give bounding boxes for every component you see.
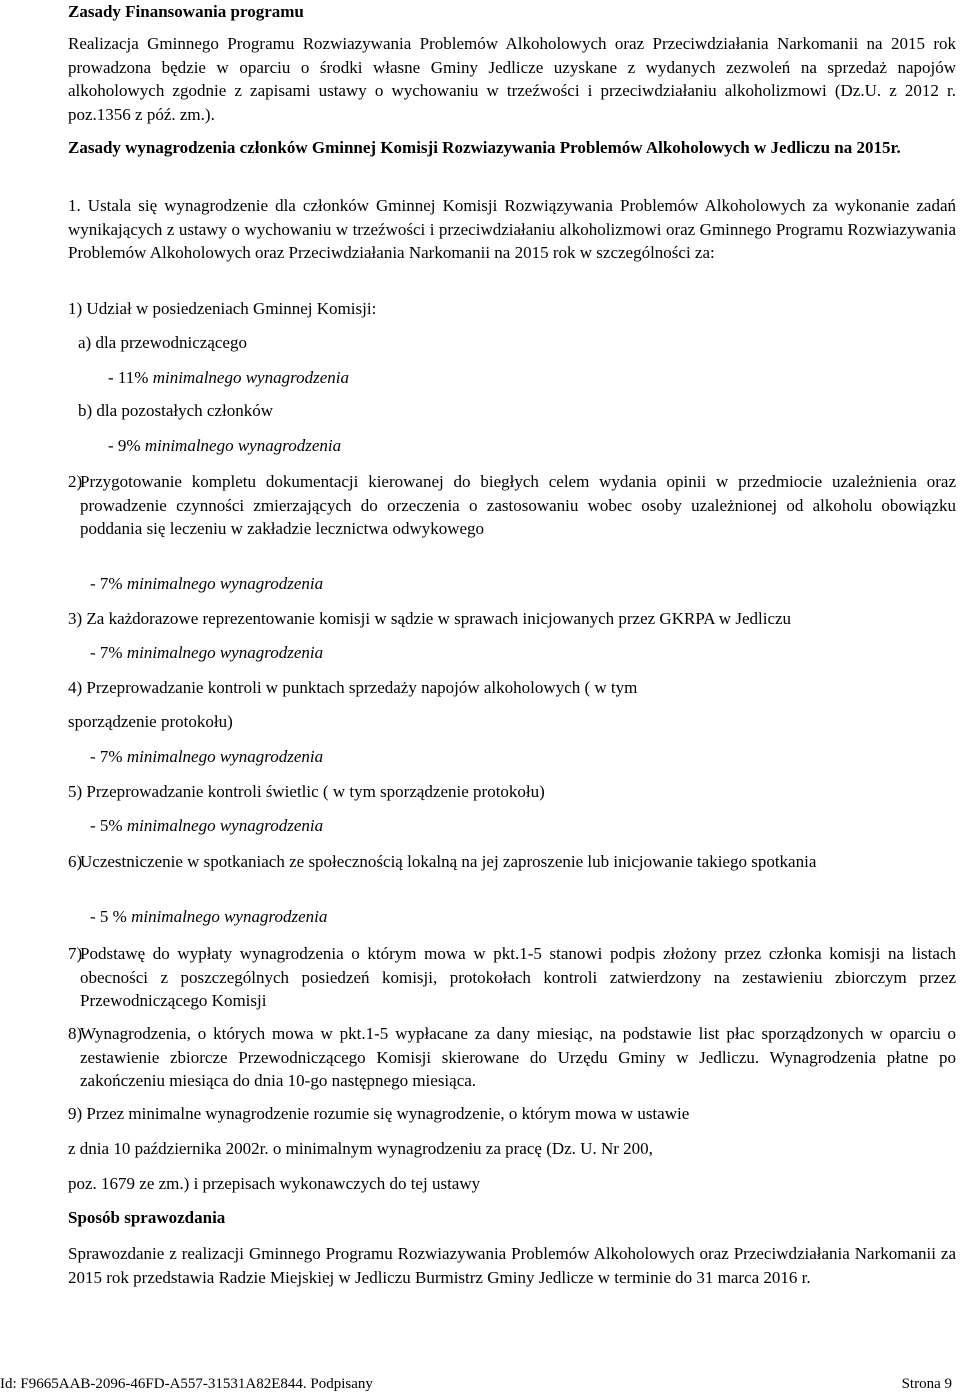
remuneration-heading: Zasady wynagrodzenia członków Gminnej Komisji Rozwiazywania Problemów Alkoholowych w Jedliczu na 2015r. xyxy=(68,138,901,157)
item-6-rate-text: minimalnego wynagrodzenia xyxy=(131,907,328,926)
item-4-protocol: sporządzenie protokołu) xyxy=(68,712,233,731)
item-8-text: Wynagrodzenia, o których mowa w pkt.1-5 wypłacane za dany miesiąc, na podstawie list płac sporządzonych w oparciu o zestawienie zbiorcze Przewodniczącego Komisji skierowane do Urzędu Gminy w Jedliczu. Wynagrodzenia płatne po zakończeniu miesiąca do dnia 10-go następnego miesiąca. xyxy=(80,1024,956,1090)
item-5-rate-text: minimalnego wynagrodzenia xyxy=(126,816,324,835)
item-4-sales-inspection: 4) Przeprowadzanie kontroli w punktach sprzedaży napojów alkoholowych ( w tym xyxy=(68,678,638,697)
item-9-act-reference: z dnia 10 października 2002r. o minimalnym wynagrodzeniu za pracę (Dz. U. Nr 200, xyxy=(68,1139,653,1158)
item-1b-members: b) dla pozostałych członków xyxy=(78,401,273,420)
item-4-rate-text: minimalnego wynagrodzenia xyxy=(126,747,324,766)
item-1a-chairman: a) dla przewodniczącego xyxy=(78,333,247,352)
reporting-paragraph: Sprawozdanie z realizacji Gminnego Programu Rozwiazywania Problemów Alkoholowych oraz Przeciwdziałania Narkomanii za 2015 rok przedstawia Radzie Miejskiej w Jedliczu Burmistrz Gminy Jedlicze w terminie do 31 marca 2016 r. xyxy=(68,1244,956,1287)
item-1b-rate xyxy=(108,436,341,456)
item-8-number: 8) xyxy=(68,1024,83,1043)
financing-heading: Zasady Finansowania programu xyxy=(68,2,304,21)
item-7-number: 7) xyxy=(68,944,83,963)
item-1-attendance: 1) Udział w posiedzeniach Gminnej Komisji: xyxy=(68,299,377,318)
item-4-rate xyxy=(90,747,323,767)
item-6-rate-percent: - 5 % xyxy=(90,907,132,926)
item-2-text: Przygotowanie kompletu dokumentacji kierowanej do biegłych celem wydania opinii w przedmiocie uzależnienia oraz prowadzenie czynności zmierzających do orzeczenia o zastosowaniu wobec osoby uzależnionej od alkoholu obowiązku poddania się leczeniu w zakładzie lecznictwa odwykowego xyxy=(80,472,956,538)
financing-paragraph: Realizacja Gminnego Programu Rozwiazywania Problemów Alkoholowych oraz Przeciwdziałania Narkomanii na 2015 rok prowadzona będzie w oparciu o środki własne Gminy Jedlicze uzyskane z wydanych zezwoleń na sprzedaż napojów alkoholowych zgodnie z zapisami ustawy o wychowaniu w trzeźwości i przeciwdziałaniu alkoholizmowi (Dz.U. z 2012 r. poz.1356 z póź. zm.). xyxy=(68,34,956,124)
item-9-minimum-wage-definition: 9) Przez minimalne wynagrodzenie rozumie się wynagrodzenie, o którym mowa w ustawie xyxy=(68,1104,690,1123)
item-5-rate-percent: - 5% xyxy=(90,816,127,835)
item-6-rate xyxy=(90,907,327,927)
item-2-number: 2) xyxy=(68,472,83,491)
footer-document-id: Id: F9665AAB-2096-46FD-A557-31531A82E844. Podpisany xyxy=(0,1376,373,1392)
item-3-rate-percent: - 7% xyxy=(90,643,127,662)
reporting-heading: Sposób sprawozdania xyxy=(68,1208,226,1227)
item-1b-rate-text: minimalnego wynagrodzenia xyxy=(144,436,342,455)
item-3-court-representation: 3) Za każdorazowe reprezentowanie komisji w sądzie w sprawach inicjowanych przez GKRPA w Jedliczu xyxy=(68,609,792,628)
item-8-payment-terms xyxy=(80,1022,956,1093)
item-1a-rate-text: minimalnego wynagrodzenia xyxy=(152,368,349,387)
item-9-regulations: poz. 1679 ze zm.) i przepisach wykonawczych do tej ustawy xyxy=(68,1174,481,1193)
item-3-rate-text: minimalnego wynagrodzenia xyxy=(126,643,324,662)
item-4-rate-percent: - 7% xyxy=(90,747,127,766)
item-5-club-inspection: 5) Przeprowadzanie kontroli świetlic ( w tym sporządzenie protokołu) xyxy=(68,782,545,801)
item-2-documentation xyxy=(80,470,956,541)
item-1a-rate-percent: - 11% xyxy=(108,368,153,387)
item-2-rate-percent: - 7% xyxy=(90,574,127,593)
item-1a-rate xyxy=(108,368,349,388)
item-7-payment-basis xyxy=(80,942,956,1013)
item-6-number: 6) xyxy=(68,852,83,871)
item-6-text: Uczestniczenie w spotkaniach ze społecznością lokalną na jej zaproszenie lub inicjowanie takiego spotkania xyxy=(80,852,817,871)
item-2-rate xyxy=(90,574,323,594)
item-7-text: Podstawę do wypłaty wynagrodzenia o którym mowa w pkt.1-5 stanowi podpis złożony przez członka komisji na listach obecności z poszczególnych posiedzeń komisji, protokołach kontroli zatwierdzony na zestawieniu zbiorczym przez Przewodniczącego Komisji xyxy=(80,944,956,1010)
footer-page-number: Strona 9 xyxy=(901,1376,952,1392)
remuneration-intro-paragraph: 1. Ustala się wynagrodzenie dla członków Gminnej Komisji Rozwiązywania Problemów Alkoholowych za wykonanie zadań wynikających z ustawy o wychowaniu w trzeźwości i przeciwdziałaniu alkoholizmowi oraz Gminnego Programu Rozwiazywania Problemów Alkoholowych oraz Przeciwdziałania Narkomanii na 2015 rok w szczególności za: xyxy=(68,196,956,262)
item-1b-rate-percent: - 9% xyxy=(108,436,145,455)
item-6-community-meetings xyxy=(80,850,956,874)
item-5-rate xyxy=(90,816,323,836)
item-2-rate-text: minimalnego wynagrodzenia xyxy=(126,574,324,593)
item-3-rate xyxy=(90,643,323,663)
